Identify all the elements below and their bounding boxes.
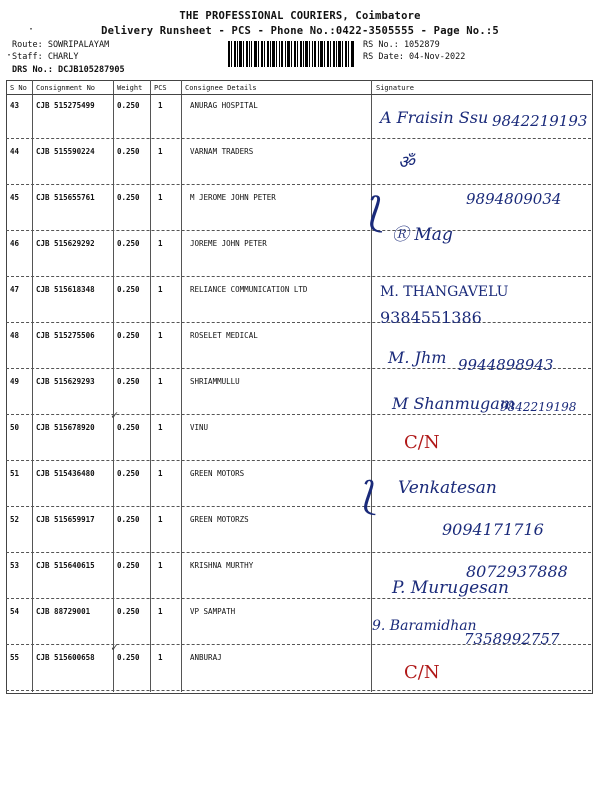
row-separator (6, 414, 591, 415)
row-separator (6, 552, 591, 553)
row-consignee: RELIANCE COMMUNICATION LTD (190, 285, 308, 294)
row-sno: 50 (10, 423, 20, 432)
row-pcs: 1 (158, 607, 163, 616)
signature-handwriting: Venkatesan (398, 478, 497, 498)
row-pcs: 1 (158, 469, 163, 478)
col-header-sno: S No (10, 84, 27, 92)
row-consignee: M JEROME JOHN PETER (190, 193, 276, 202)
col-divider (150, 80, 151, 692)
row-consignment-no: CJB 515659917 (36, 515, 95, 524)
row-consignment-no: CJB 515618348 (36, 285, 95, 294)
signature-scribble: ⟅ (368, 190, 384, 236)
row-consignee: VP SAMPATH (190, 607, 236, 616)
phone-handwriting: 9842219198 (500, 400, 577, 414)
row-consignee: ANURAG HOSPITAL (190, 101, 258, 110)
route-label: Route: SOWRIPALAYAM (12, 40, 110, 50)
row-sno: 45 (10, 193, 20, 202)
row-weight: 0.250 (117, 653, 140, 662)
row-consignee: VARNAM TRADERS (190, 147, 254, 156)
dot-mark: · (28, 24, 35, 35)
dot-mark-2: · (6, 50, 13, 61)
row-separator (6, 276, 591, 277)
barcode-image (228, 41, 354, 67)
row-consignee: KRISHNA MURTHY (190, 561, 254, 570)
phone-handwriting: 9094171716 (442, 520, 544, 539)
row-weight: 0.250 (117, 101, 140, 110)
row-consignment-no: CJB 515600658 (36, 653, 95, 662)
row-sno: 46 (10, 239, 20, 248)
phone-handwriting: 9384551386 (380, 308, 482, 327)
row-consignee: SHRIAMMULLU (190, 377, 240, 386)
col-header-weight: Weight (117, 84, 143, 92)
cn-note: C/N (404, 662, 440, 683)
row-consignment-no: CJB 515275499 (36, 101, 95, 110)
signature-scribble: ॐ (398, 152, 415, 173)
row-separator (6, 230, 591, 231)
row-weight: 0.250 (117, 377, 140, 386)
row-separator (6, 322, 591, 323)
row-sno: 53 (10, 561, 20, 570)
col-divider (32, 80, 33, 692)
row-sno: 48 (10, 331, 20, 340)
row-sno: 47 (10, 285, 20, 294)
row-separator (6, 460, 591, 461)
row-sno: 43 (10, 101, 20, 110)
signature-handwriting: M. THANGAVELU (380, 284, 509, 300)
phone-handwriting: 9944898943 (458, 356, 554, 374)
row-pcs: 1 (158, 423, 163, 432)
row-pcs: 1 (158, 101, 163, 110)
staff-label: Staff: CHARLY (12, 52, 79, 62)
col-header-signature: Signature (376, 84, 414, 92)
runsheet-title: Delivery Runsheet - PCS - Phone No.:0422-3505555 - Page No.:5 (101, 25, 499, 37)
row-weight: 0.250 (117, 469, 140, 478)
phone-handwriting: 7358992757 (464, 630, 560, 648)
row-separator (6, 506, 591, 507)
header-separator (6, 94, 591, 95)
row-sno: 52 (10, 515, 20, 524)
signature-scribble: Ⓡ Mag (392, 225, 453, 245)
signature-handwriting: P. Murugesan (392, 578, 509, 598)
row-consignment-no: CJB 515590224 (36, 147, 95, 156)
row-consignment-no: CJB 515640615 (36, 561, 95, 570)
row-pcs: 1 (158, 147, 163, 156)
row-weight: 0.250 (117, 147, 140, 156)
row-pcs: 1 (158, 515, 163, 524)
row-separator (6, 138, 591, 139)
row-pcs: 1 (158, 193, 163, 202)
signature-handwriting: M. Jhm (388, 348, 447, 367)
col-divider (181, 80, 182, 692)
signature-handwriting: 9. Baramidhan (372, 618, 477, 634)
row-separator (6, 598, 591, 599)
row-consignee: ROSELET MEDICAL (190, 331, 258, 340)
phone-handwriting: 8072937888 (466, 562, 568, 581)
row-consignee: GREEN MOTORS (190, 469, 245, 478)
row-sno: 55 (10, 653, 20, 662)
row-weight: 0.250 (117, 607, 140, 616)
col-header-consignment: Consignment No (36, 84, 96, 92)
col-divider (371, 80, 372, 692)
col-divider (113, 80, 114, 692)
phone-handwriting: 9842219193 (492, 112, 588, 130)
row-pcs: 1 (158, 561, 163, 570)
row-sno: 44 (10, 147, 20, 156)
rs-number: RS No.: 1052879 (363, 40, 440, 50)
row-consignment-no: CJB 515275506 (36, 331, 95, 340)
row-consignment-no: CJB 88729001 (36, 607, 91, 616)
row-consignee: GREEN MOTORZS (190, 515, 249, 524)
row-separator (6, 184, 591, 185)
row-consignment-no: CJB 515629292 (36, 239, 95, 248)
row-pcs: 1 (158, 377, 163, 386)
phone-handwriting: 9894809034 (466, 190, 562, 208)
signature-scribble: ⟅ (362, 474, 377, 518)
row-weight: 0.250 (117, 423, 140, 432)
rs-date: RS Date: 04-Nov-2022 (363, 52, 466, 62)
row-consignment-no: CJB 515629293 (36, 377, 95, 386)
row-pcs: 1 (158, 285, 163, 294)
row-pcs: 1 (158, 331, 163, 340)
row-consignee: JOREME JOHN PETER (190, 239, 267, 248)
signature-handwriting: A Fraisin Ssu (380, 108, 489, 127)
row-weight: 0.250 (117, 331, 140, 340)
signature-handwriting: M Shanmugam (392, 394, 516, 413)
row-sno: 54 (10, 607, 20, 616)
col-header-pcs: PCS (154, 84, 167, 92)
row-separator (6, 690, 591, 691)
row-weight: 0.250 (117, 193, 140, 202)
row-pcs: 1 (158, 653, 163, 662)
row-consignment-no: CJB 515678920 (36, 423, 95, 432)
row-weight: 0.250 (117, 285, 140, 294)
row-weight: 0.250 (117, 239, 140, 248)
runsheet-table (6, 80, 593, 694)
col-header-consignee: Consignee Details (185, 84, 257, 92)
row-weight: 0.250 (117, 515, 140, 524)
row-weight: 0.250 (117, 561, 140, 570)
row-pcs: 1 (158, 239, 163, 248)
check-mark: ✓ (111, 640, 119, 654)
row-consignment-no: CJB 515655761 (36, 193, 95, 202)
row-consignee: VINU (190, 423, 209, 432)
check-mark: ✓ (111, 408, 119, 422)
row-consignee: ANBURAJ (190, 653, 222, 662)
company-title: THE PROFESSIONAL COURIERS, Coimbatore (179, 10, 421, 22)
cn-note: C/N (404, 432, 440, 453)
row-sno: 51 (10, 469, 20, 478)
drs-number: DRS No.: DCJB105287905 (12, 65, 125, 75)
row-consignment-no: CJB 515436480 (36, 469, 95, 478)
row-sno: 49 (10, 377, 20, 386)
